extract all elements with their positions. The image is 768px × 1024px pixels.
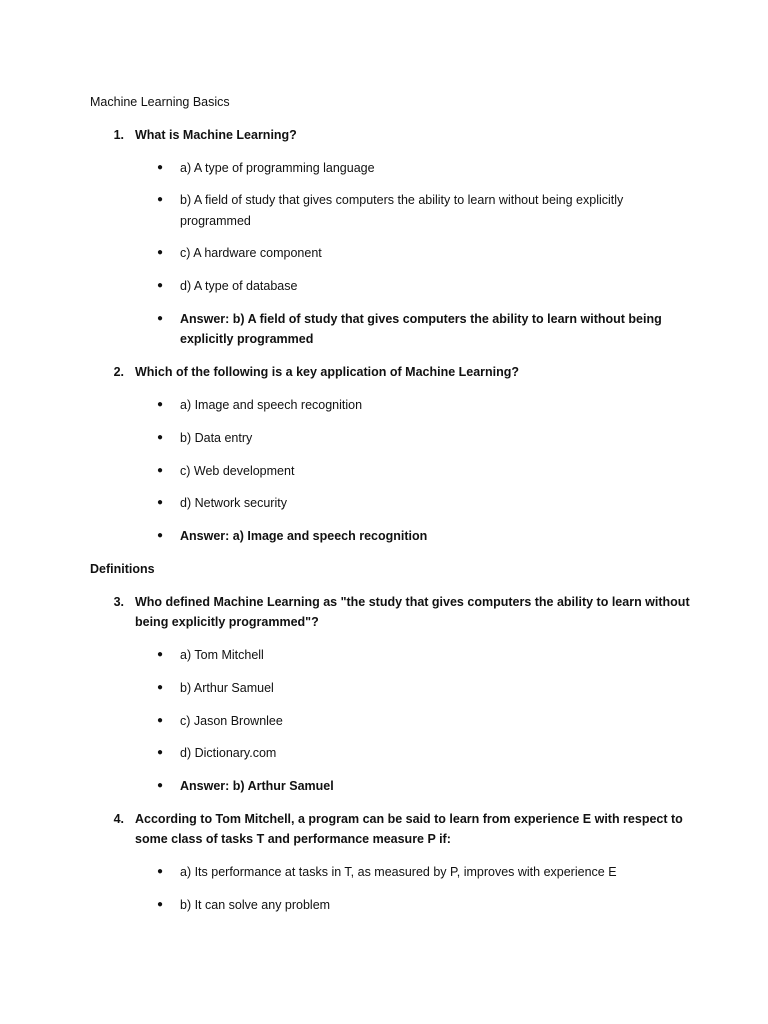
bullet-icon: ● xyxy=(157,194,164,205)
option-text: b) Data entry xyxy=(180,431,253,445)
answer-text: Answer: b) A field of study that gives computers the ability to learn without being xyxy=(180,312,662,326)
bullet-icon: ● xyxy=(157,899,164,910)
bullet-icon: ● xyxy=(157,465,164,476)
option-text: b) Arthur Samuel xyxy=(180,681,274,695)
option-text: c) A hardware component xyxy=(180,246,322,260)
question-text-continued: being explicitly programmed"? xyxy=(135,615,319,629)
question-text: Who defined Machine Learning as "the study that gives computers the ability to learn without xyxy=(135,595,690,609)
question-number: 2. xyxy=(113,365,124,379)
bullet-icon: ● xyxy=(157,280,164,291)
option-text: a) Image and speech recognition xyxy=(180,398,363,412)
option-text: d) A type of database xyxy=(180,279,298,293)
question-number: 4. xyxy=(113,812,124,826)
option-text: d) Network security xyxy=(180,496,287,510)
option-text: a) A type of programming language xyxy=(180,161,375,175)
bullet-icon: ● xyxy=(157,432,164,443)
bullet-icon: ● xyxy=(157,313,164,324)
option-text: b) A field of study that gives computers the ability to learn without being explicitly xyxy=(180,193,624,207)
bullet-icon: ● xyxy=(157,649,164,660)
question-text-continued: some class of tasks T and performance measure P if: xyxy=(135,832,451,846)
question-number: 1. xyxy=(113,128,124,142)
question-text: What is Machine Learning? xyxy=(135,128,297,142)
option-text: a) Its performance at tasks in T, as measured by P, improves with experience E xyxy=(180,865,617,879)
answer-text-continued: explicitly programmed xyxy=(180,332,314,346)
bullet-icon: ● xyxy=(157,530,164,541)
option-text: b) It can solve any problem xyxy=(180,898,331,912)
option-text: c) Jason Brownlee xyxy=(180,714,283,728)
bullet-icon: ● xyxy=(157,715,164,726)
option-text: a) Tom Mitchell xyxy=(180,648,264,662)
bullet-icon: ● xyxy=(157,162,164,173)
bullet-icon: ● xyxy=(157,747,164,758)
bullet-icon: ● xyxy=(157,866,164,877)
section-heading-definitions: Definitions xyxy=(90,562,155,576)
bullet-icon: ● xyxy=(157,247,164,258)
question-text: According to Tom Mitchell, a program can be said to learn from experience E with respect to xyxy=(135,812,683,826)
section-heading-ml-basics: Machine Learning Basics xyxy=(90,95,230,109)
option-text: d) Dictionary.com xyxy=(180,746,277,760)
answer-text: Answer: b) Arthur Samuel xyxy=(180,779,334,793)
bullet-icon: ● xyxy=(157,497,164,508)
bullet-icon: ● xyxy=(157,682,164,693)
option-text: c) Web development xyxy=(180,464,295,478)
bullet-icon: ● xyxy=(157,399,164,410)
answer-text: Answer: a) Image and speech recognition xyxy=(180,529,428,543)
option-text-continued: programmed xyxy=(180,214,251,228)
bullet-icon: ● xyxy=(157,780,164,791)
question-number: 3. xyxy=(113,595,124,609)
question-text: Which of the following is a key application of Machine Learning? xyxy=(135,365,520,379)
